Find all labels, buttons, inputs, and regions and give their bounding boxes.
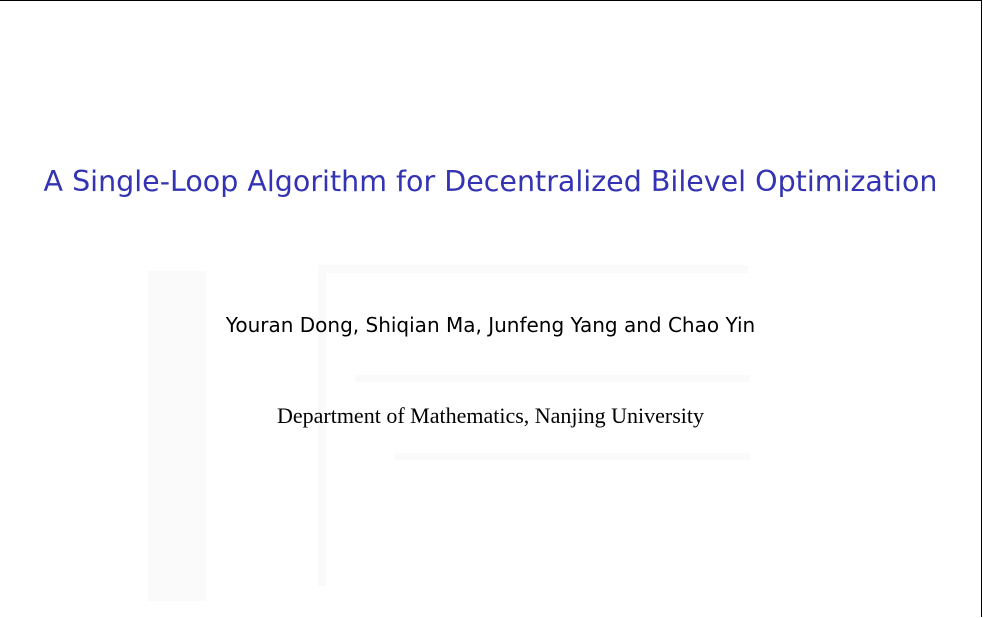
slide-affiliation: Department of Mathematics, Nanjing University (276, 403, 705, 428)
bleed-through-line-2 (355, 375, 750, 382)
slide-authors: Youran Dong, Shiqian Ma, Junfeng Yang and Chao Yin (225, 313, 756, 337)
bleed-through-line-3 (395, 453, 750, 460)
bleed-through-line-1 (318, 265, 748, 273)
slide-title: A Single-Loop Algorithm for Decentralized Bilevel Optimization (43, 165, 938, 198)
